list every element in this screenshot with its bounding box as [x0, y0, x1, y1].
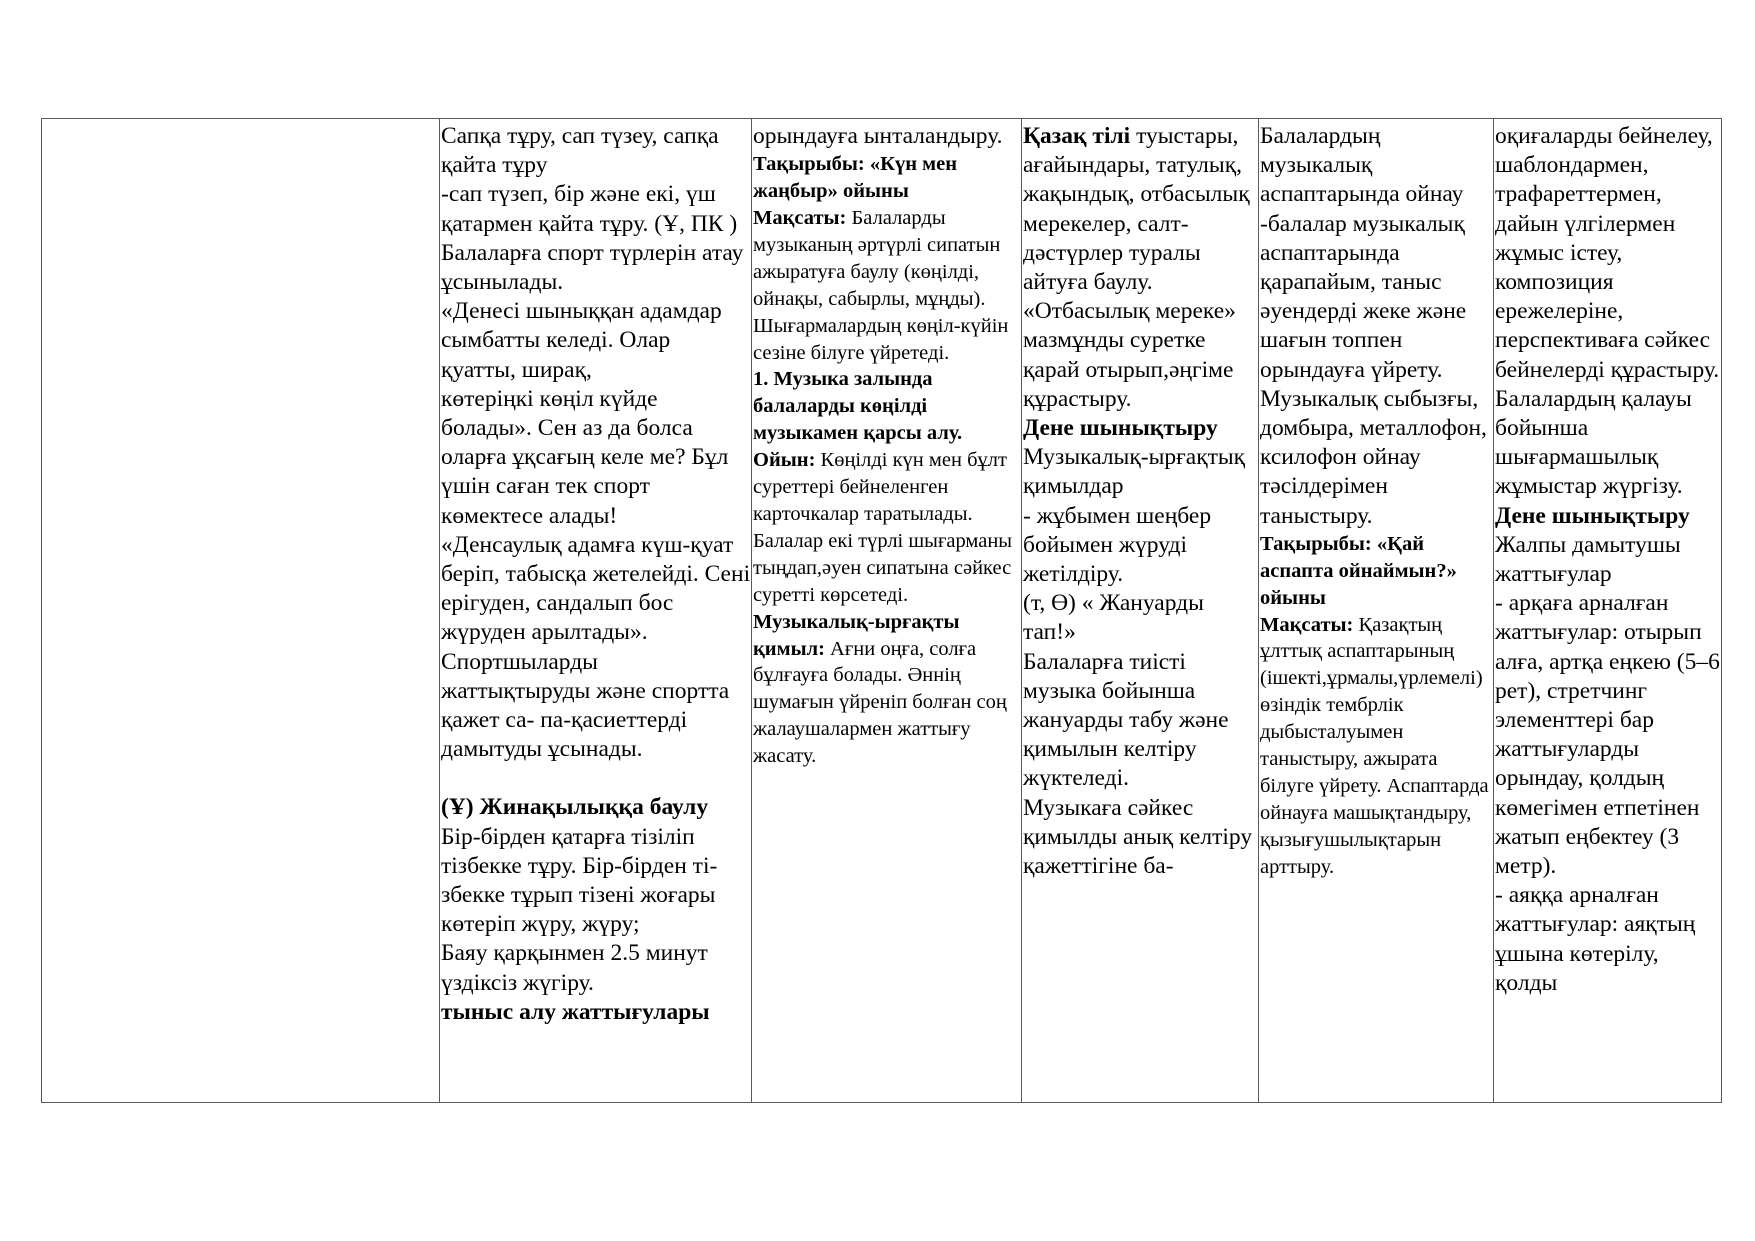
- label-goal: Мақсаты:: [1260, 613, 1354, 636]
- cell-text: [1260, 122, 1493, 881]
- paragraph: [1260, 612, 1493, 881]
- topic-heading: Тақырыбы: «Қай аспапта ойнаймын?» ойыны: [1260, 532, 1457, 609]
- paragraph: [753, 447, 1021, 608]
- paragraph: -сап түзеп, бір және екі, үш қатармен қайта тұру. (Ұ, ПК ) Балаларға спорт түрлерін атау ұсынылады.: [441, 181, 744, 296]
- label-game: Ойын:: [753, 449, 816, 472]
- paragraph: -балалар музыкалық аспаптарында қарапайым, таныс әуендерді жеке және шағын топпен орындауға үйрету.: [1260, 210, 1467, 383]
- cell-text: [441, 122, 751, 1027]
- section-heading: (Ұ) Жинақылыққа баулу: [441, 794, 709, 821]
- paragraph: Балаларға тиісті музыка бойынша жануарды табу және қимылын келтіру жүктеледі.: [1023, 648, 1229, 792]
- subject-text: туыстары, ағайындары, татулық, жақындық, отбасылық мерекелер, салт-дәстүрлер туралы айтуға баулу.: [1023, 123, 1250, 296]
- paragraph: (т, Ө) « Жануарды тап!»: [1023, 590, 1204, 646]
- section-heading: Дене шынықтыру: [1023, 415, 1218, 442]
- paragraph: Жалпы дамытушы жаттығулар: [1495, 531, 1681, 588]
- cell-music-lesson: [752, 119, 1022, 1103]
- paragraph: - арқаға арналған жаттығулар: отырып алға, артқа еңкею (5–6 рет), стретчинг элементтері бар жаттығуларды орындау, қолдың көмегімен етпетінен жатып еңбектеу (3 метр).: [1495, 590, 1720, 880]
- paragraph: орындауға ынталандыру.: [753, 123, 1003, 149]
- empty-cell: [42, 119, 440, 1103]
- paragraph: Бір-бірден қатарға тізіліп тізбекке тұру. Бір-бірден ті-збекке тұрып тізені жоғары көтеріп жүру, жүру;: [441, 823, 718, 938]
- paragraph: Баяу қарқынмен 2.5 минут үздіксіз жүгіру.: [441, 940, 708, 996]
- paragraph: Музыкалық-ырғақтық қимылдар: [1023, 444, 1246, 500]
- label-rhythmic-movement: Музыкалық-ырғақты қимыл:: [753, 610, 960, 660]
- numbered-item: 1. Музыка залында балаларды көңілді музыкамен қарсы алу.: [753, 368, 963, 445]
- paragraph: Балалардың қалауы бойынша шығармашылық жұмыстар жүргізу.: [1495, 385, 1692, 500]
- paragraph: [753, 205, 1021, 366]
- cell-musical-instruments: [1259, 119, 1494, 1103]
- game-text: Көңілді күн мен бұлт суреттері бейнеленген карточкалар таратылады. Балалар екі түрлі шығарманы тыңдап,әуен сипатына сәйкес суретті көрсетеді.: [753, 449, 1013, 606]
- section-heading: тыныс алу жаттығулары: [441, 998, 710, 1025]
- rhythmic-movement-text: Ағни оңға, солға бұлғауға болады. Әннің шумағын үйреніп болған соң жалаушалармен жаттығу жасату.: [753, 637, 1007, 768]
- paragraph: көтеріңкі көңіл күйде болады». Сен аз да болса оларға ұқсағың келе ме? Бұл үшін саған тек спорт көмектесе алады!: [441, 385, 729, 529]
- subject-label: Қазақ тілі: [1023, 123, 1131, 149]
- label-goal: Мақсаты:: [753, 207, 847, 230]
- cell-physical-education: [440, 119, 752, 1103]
- paragraph: Музыкаға сәйкес қимылды анық келтіру қажеттігіне ба-: [1023, 794, 1253, 880]
- paragraph: Музыкалық сыбызғы, домбыра, металлофон, ксилофон ойнау тәсілдерімен таныстыру.: [1260, 385, 1487, 529]
- goal-text: Балаларды музыканың әртүрлі сипатын ажыратуға баулу (көңілді, ойнақы, сабырлы, мұңды). Шығармалардың көңіл-күйін сезіне білуге үйретеді.: [753, 207, 1009, 364]
- section-heading: Дене шынықтыру: [1495, 502, 1690, 529]
- paragraph: [753, 609, 1021, 770]
- cell-text: [753, 122, 1021, 770]
- paragraph: - жұбымен шеңбер бойымен жүруді жетілдіру.: [1023, 502, 1212, 588]
- paragraph: «Денсаулық адамға күш-қуат беріп, табысқа жетелейді. Сені ерігуден, сандалып бос жүруден арылтады».: [441, 531, 751, 646]
- blank-line: [441, 764, 751, 793]
- paragraph: - аяққа арналған жаттығулар: аяқтың ұшына көтерілу, қолды: [1495, 882, 1696, 996]
- paragraph: «Денесі шыныққан адамдар сымбатты келеді. Олар қуатты, ширақ,: [441, 298, 722, 383]
- table-row: [42, 119, 1722, 1103]
- cell-text: [1023, 122, 1258, 881]
- cell-kazakh-language: [1022, 119, 1259, 1103]
- paragraph: Спортшыларды жаттықтыруды және спортта қажет са- па-қасиеттерді дамытуды ұсынады.: [441, 648, 730, 763]
- cell-art-and-exercise: [1494, 119, 1722, 1103]
- paragraph: оқиғаларды бейнелеу, шаблондармен, трафареттермен, дайын үлгілермен жұмыс істеу, композиция ережелеріне, перспективаға сәйкес бейнелерді құрастыру.: [1495, 123, 1720, 383]
- paragraph: Сапқа тұру, сап түзеу, сапқа қайта тұру: [441, 123, 719, 179]
- lesson-plan-table: [41, 118, 1722, 1103]
- paragraph: Балалардың музыкалық аспаптарында ойнау: [1260, 123, 1464, 208]
- goal-text: Қазақтың ұлттық аспаптарының (ішекті,ұрмалы,үрлемелі) өзіндік тембрлік дыбысталуымен таныстыру, ажырата білуге үйрету. Аспаптарда ойнауға машықтандыру, қызығушылықтарын арттыру.: [1260, 613, 1489, 878]
- paragraph: «Отбасылық мереке» мазмұнды суретке қарай отырып,әңгіме құрастыру.: [1023, 298, 1236, 412]
- topic-heading: Тақырыбы: «Күн мен жаңбыр» ойыны: [753, 153, 958, 203]
- paragraph: [1023, 122, 1258, 297]
- cell-text: [1495, 122, 1721, 998]
